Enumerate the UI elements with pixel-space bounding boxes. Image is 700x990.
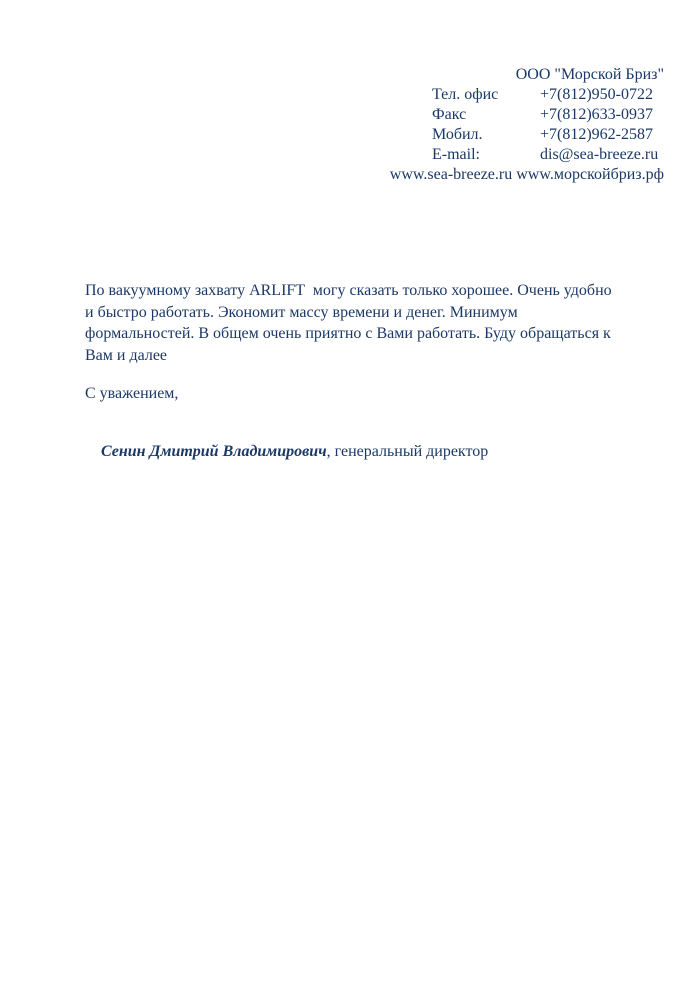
body-line: Вам и далее xyxy=(85,346,168,364)
body-line: формальностей. В общем очень приятно с Вами работать. Буду обращаться к xyxy=(85,325,611,342)
contact-value: +7(812)962-2587 xyxy=(540,126,654,143)
signature-line xyxy=(85,419,488,484)
letter-body xyxy=(85,280,612,366)
contact-row-fax xyxy=(432,105,664,125)
contact-email-value: dis@sea-breeze.ru xyxy=(540,146,659,163)
contact-row-mobile xyxy=(432,125,664,145)
websites-line: www.sea-breeze.ru www.морскойбриз.рф xyxy=(389,166,664,183)
contact-row-phone-office xyxy=(432,85,664,105)
company-name: ООО "Морской Бриз" xyxy=(515,66,664,83)
signature-name: Сенин Дмитрий Владимирович xyxy=(101,442,327,460)
body-line: По вакуумному захвату ARLIFT могу сказать только хорошее. Очень удобно xyxy=(85,282,612,299)
contact-value: +7(812)633-0937 xyxy=(540,106,654,123)
contact-label: E-mail: xyxy=(432,146,480,163)
regards-line: С уважением, xyxy=(85,385,179,402)
body-line: и быстро работать. Экономит массу времени и денег. Минимум xyxy=(85,303,518,321)
contact-value: +7(812)950-0722 xyxy=(540,86,654,103)
contact-label: Тел. офис xyxy=(432,86,499,103)
contact-header xyxy=(364,65,664,185)
contact-label: Факс xyxy=(432,106,467,123)
contact-row-email xyxy=(432,145,664,165)
signature-title: , генеральный директор xyxy=(326,442,489,460)
contact-label: Мобил. xyxy=(432,126,483,143)
